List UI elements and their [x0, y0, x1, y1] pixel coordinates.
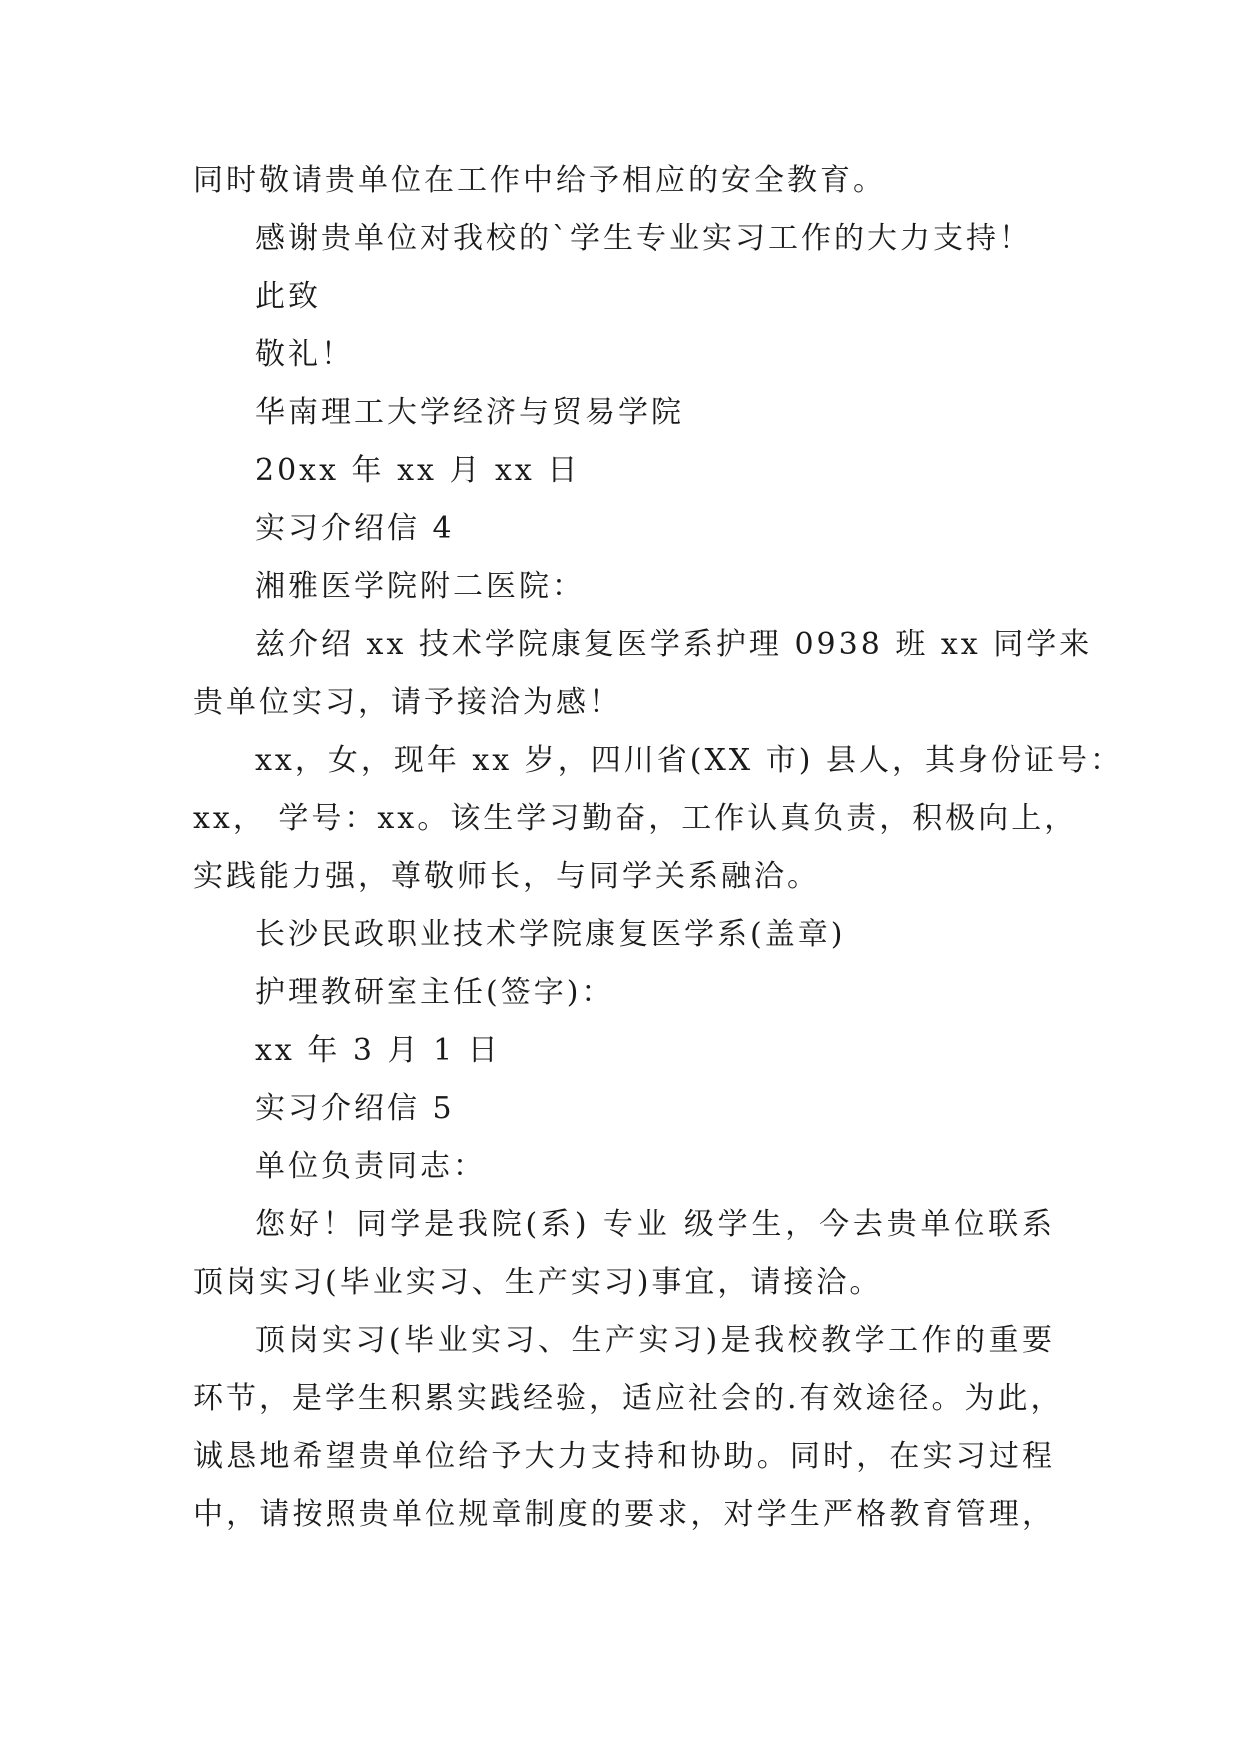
signature-date: xx 年 3 月 1 日 [255, 1033, 501, 1068]
recipient-line: 湘雅医学院附二医院： [255, 569, 585, 604]
paragraph-line: 实践能力强，尊敬师长，与同学关系融洽。 [193, 859, 820, 894]
section-heading: 实习介绍信 5 [255, 1091, 455, 1126]
paragraph-line: 中，请按照贵单位规章制度的要求，对学生严格教育管理， [193, 1497, 1055, 1532]
paragraph-line: 您好！同学是我院(系) 专业 级学生，今去贵单位联系 [255, 1207, 1055, 1242]
paragraph-line: 顶岗实习(毕业实习、生产实习)事宜，请接洽。 [193, 1265, 883, 1300]
section-heading: 实习介绍信 4 [255, 511, 455, 546]
paragraph-line: xx，女，现年 xx 岁，四川省(XX 市) 县人，其身份证号： [255, 743, 1123, 778]
paragraph-line: 环节，是学生积累实践经验，适应社会的.有效途径。为此， [193, 1381, 1064, 1416]
paragraph-line: 感谢贵单位对我校的`学生专业实习工作的大力支持！ [255, 221, 1032, 256]
signature-director: 护理教研室主任(签字)： [255, 975, 615, 1010]
document-body [193, 152, 1123, 1544]
signature-date: 20xx 年 xx 月 xx 日 [255, 453, 581, 488]
paragraph-line: 贵单位实习，请予接洽为感！ [193, 685, 622, 720]
signature-institution: 长沙民政职业技术学院康复医学系(盖章) [255, 917, 846, 952]
paragraph-line: 兹介绍 xx 技术学院康复医学系护理 0938 班 xx 同学来 [255, 627, 1093, 662]
closing-regards: 敬礼！ [255, 337, 354, 372]
paragraph-line: 顶岗实习(毕业实习、生产实习)是我校教学工作的重要 [255, 1323, 1055, 1358]
signature-institution: 华南理工大学经济与贸易学院 [255, 395, 684, 430]
paragraph-line: xx， 学号：xx。该生学习勤奋，工作认真负责，积极向上， [193, 801, 1078, 836]
paragraph-line: 同时敬请贵单位在工作中给予相应的安全教育。 [193, 163, 886, 198]
paragraph-line: 诚恳地希望贵单位给予大力支持和协助。同时，在实习过程 [193, 1439, 1055, 1474]
closing-salutation: 此致 [255, 279, 321, 314]
recipient-line: 单位负责同志： [255, 1149, 486, 1184]
